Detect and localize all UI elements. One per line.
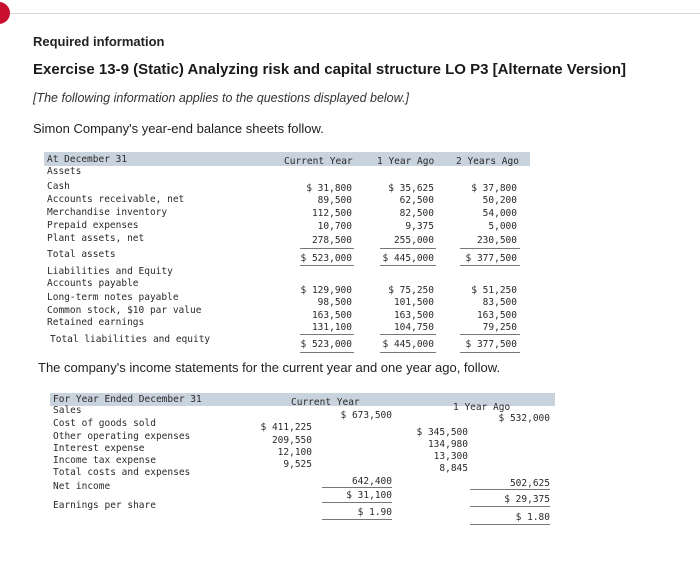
double-underline (322, 502, 392, 503)
underline (300, 248, 354, 249)
row-label: Plant assets, net (47, 233, 145, 244)
cell-value: $ 523,000 (300, 339, 352, 350)
row-label: Cost of goods sold (53, 418, 156, 429)
cell-value: $ 51,250 (471, 285, 517, 296)
cell-value: 9,525 (283, 459, 312, 470)
cell-value: 9,375 (405, 221, 434, 232)
cell-value: $ 29,375 (504, 494, 550, 505)
cell-value: 163,500 (476, 310, 517, 321)
info-note: [The following information applies to the questions displayed below.] (33, 91, 409, 105)
cell-value: $ 377,500 (465, 339, 517, 350)
col-1-year-ago: 1 Year Ago (453, 402, 511, 413)
cell-value: $ 1.80 (515, 512, 550, 523)
cell-value: $ 445,000 (382, 339, 434, 350)
cell-value: 278,500 (311, 235, 352, 246)
row-label: Prepaid expenses (47, 220, 139, 231)
row-label: Earnings per share (53, 500, 156, 511)
cell-value: $ 31,800 (306, 183, 352, 194)
cell-value: 54,000 (482, 208, 517, 219)
cell-value: $ 411,225 (260, 422, 312, 433)
row-label: Income tax expense (53, 455, 156, 466)
double-underline (300, 265, 354, 266)
double-underline (470, 524, 550, 525)
cell-value: $ 35,625 (388, 183, 434, 194)
cell-value: 642,400 (351, 476, 392, 487)
row-label: Accounts payable (47, 278, 139, 289)
cell-value: $ 377,500 (465, 253, 517, 264)
cell-value: 5,000 (488, 221, 517, 232)
double-underline (300, 352, 354, 353)
exercise-title: Exercise 13-9 (Static) Analyzing risk and capital structure LO P3 [Alternate Version] (33, 61, 626, 78)
cell-value: $ 532,000 (498, 413, 550, 424)
row-label: Common stock, $10 par value (47, 305, 202, 316)
underline (300, 334, 354, 335)
cell-value: $ 1.90 (357, 507, 392, 518)
alert-icon (0, 2, 10, 24)
cell-value: 82,500 (399, 208, 434, 219)
cell-value: 502,625 (509, 478, 550, 489)
cell-value: $ 75,250 (388, 285, 434, 296)
row-label: Interest expense (53, 443, 145, 454)
income-intro: The company's income statements for the current year and one year ago, follow. (38, 360, 501, 375)
balance-intro: Simon Company's year-end balance sheets follow. (33, 121, 324, 136)
col-current-year: Current Year (284, 156, 353, 167)
liabilities-equity-heading: Liabilities and Equity (47, 266, 173, 277)
required-info-heading: Required information (33, 34, 165, 49)
cell-value: 112,500 (311, 208, 352, 219)
cell-value: $ 673,500 (340, 410, 392, 421)
row-label: Retained earnings (47, 317, 145, 328)
cell-value: 230,500 (476, 235, 517, 246)
cell-value: $ 31,100 (346, 490, 392, 501)
income-head-label: For Year Ended December 31 (53, 394, 202, 405)
row-label: Total assets (47, 249, 116, 260)
row-label: Cash (47, 181, 70, 192)
cell-value: 10,700 (317, 221, 352, 232)
cell-value: 101,500 (393, 297, 434, 308)
cell-value: 13,300 (433, 451, 468, 462)
underline (322, 487, 392, 488)
cell-value: 163,500 (393, 310, 434, 321)
cell-value: 209,550 (271, 435, 312, 446)
cell-value: 83,500 (482, 297, 517, 308)
underline (470, 489, 550, 490)
double-underline (460, 265, 520, 266)
cell-value: 50,200 (482, 195, 517, 206)
double-underline (380, 265, 436, 266)
cell-value: $ 37,800 (471, 183, 517, 194)
cell-value: 79,250 (482, 322, 517, 333)
row-label: Total liabilities and equity (50, 334, 211, 345)
cell-value: 12,100 (277, 447, 312, 458)
cell-value: 104,750 (393, 322, 434, 333)
assets-heading: Assets (47, 166, 82, 177)
double-underline (322, 519, 392, 520)
row-label: Sales (53, 405, 82, 416)
cell-value: $ 445,000 (382, 253, 434, 264)
row-label: Long-term notes payable (47, 292, 179, 303)
double-underline (470, 506, 550, 507)
double-underline (460, 352, 520, 353)
cell-value: 131,100 (311, 322, 352, 333)
row-label: Total costs and expenses (53, 467, 191, 478)
underline (460, 248, 520, 249)
cell-value: 89,500 (317, 195, 352, 206)
cell-value: 134,980 (427, 439, 468, 450)
balance-head-label: At December 31 (47, 154, 128, 165)
cell-value: $ 523,000 (300, 253, 352, 264)
cell-value: 163,500 (311, 310, 352, 321)
col-2-years-ago: 2 Years Ago (456, 156, 519, 167)
underline (380, 334, 436, 335)
row-label: Other operating expenses (53, 431, 191, 442)
col-current-year: Current Year (291, 397, 360, 408)
row-label: Merchandise inventory (47, 207, 168, 218)
cell-value: $ 129,900 (300, 285, 352, 296)
cell-value: 98,500 (317, 297, 352, 308)
cell-value: 255,000 (393, 235, 434, 246)
col-1-year-ago: 1 Year Ago (377, 156, 435, 167)
row-label: Net income (53, 481, 111, 492)
underline (460, 334, 520, 335)
row-label: Accounts receivable, net (47, 194, 185, 205)
double-underline (380, 352, 436, 353)
cell-value: 8,845 (439, 463, 468, 474)
underline (380, 248, 436, 249)
top-divider (0, 13, 700, 14)
cell-value: 62,500 (399, 195, 434, 206)
cell-value: $ 345,500 (416, 427, 468, 438)
